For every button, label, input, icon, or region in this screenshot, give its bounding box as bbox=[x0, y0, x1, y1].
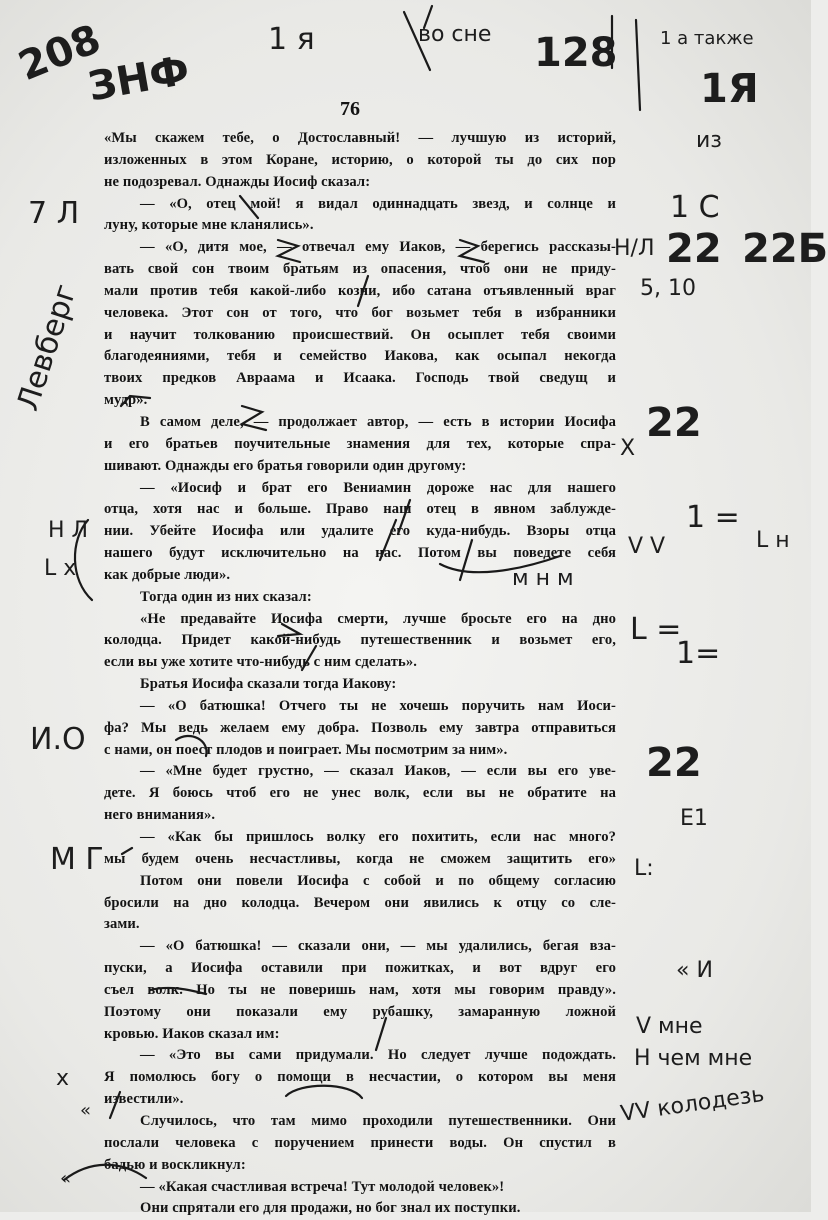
text-line: отца, хотя нас и больше. Право наш отец в явном заблужде- bbox=[104, 501, 616, 518]
handwritten-k-i: « И bbox=[676, 958, 713, 983]
text-line: Тогда один из них сказал: bbox=[140, 588, 312, 605]
text-line: — «О батюшка! — сказали они, — мы удалились, бегая вза- bbox=[140, 938, 616, 955]
handwritten-n-l: Н/Л bbox=[614, 236, 655, 261]
text-line: если вы уже хотите что-нибудь с ним сделать». bbox=[104, 654, 417, 671]
text-line: колодца. Придет какой-нибудь путешественник и возьмет его, bbox=[104, 632, 616, 649]
text-line: мали против тебя какой-либо козни, ибо сатана отъявленный враг bbox=[104, 282, 616, 299]
handwritten-code: ЗНФ bbox=[84, 47, 193, 111]
text-line: твоих предков Авраама и Исаака. Господь твой сведущ и bbox=[104, 370, 616, 387]
text-line: луну, которые мне кланялись». bbox=[104, 217, 314, 234]
text-line: Я помолюсь богу о помощи в несчастии, о котором вы меня bbox=[104, 1069, 616, 1086]
handwritten-left-n-l: Н Л bbox=[48, 518, 89, 543]
handwritten-i-o: И.О bbox=[30, 722, 86, 757]
handwritten-kolodez: VV колодезь bbox=[618, 1082, 766, 1127]
text-line: бросили на дно колодца. Вечером они явились к отцу со сле- bbox=[104, 894, 616, 911]
handwritten-vertical-name: Левберг bbox=[10, 280, 85, 415]
text-line: — «Это вы сами придумали. Но следует лучше подождать. bbox=[140, 1047, 616, 1064]
text-line: — «О батюшка! Отчего ты не хочешь поручить нам Иоси- bbox=[140, 697, 616, 714]
handwritten-22-a: 22 bbox=[666, 226, 722, 272]
text-line: не подозревал. Однажды Иосиф сказал: bbox=[104, 173, 371, 190]
handwritten-iz: из bbox=[696, 128, 722, 153]
handwritten-1c: 1 С bbox=[670, 190, 720, 225]
handwritten-22-mid: 22 bbox=[646, 400, 702, 446]
text-line: мы будем очень несчастливы, когда не сможем защитить его» bbox=[104, 850, 616, 867]
handwritten-7: 7 Л bbox=[28, 196, 80, 231]
text-line: пуски, а Иосифа оставили при пожитках, и вот вдруг его bbox=[104, 960, 616, 977]
text-line: кровью. Иаков сказал им: bbox=[104, 1025, 280, 1042]
text-line: «Мы скажем тебе, о Достославный! — лучшую из историй, bbox=[104, 130, 616, 146]
text-line: шивают. Однажды его братья говорили один другому: bbox=[104, 457, 467, 474]
handwritten-vo-sne: во сне bbox=[418, 22, 492, 47]
text-line: благодеяниями, тебя и семейство Иакова, как осыпал некогда bbox=[104, 348, 616, 365]
text-line: изложенных в этом Коране, историю, о которой ты до сих пор bbox=[104, 151, 616, 168]
handwritten-a-takzhe: 1 а также bbox=[660, 28, 754, 49]
handwritten-22-low: 22 bbox=[646, 740, 702, 786]
text-line: и научит толкованию происшествий. Он осыплет тебя своими bbox=[104, 326, 616, 343]
text-line: Поэтому они показали ему рубашку, замаранную ложной bbox=[104, 1003, 616, 1020]
text-line: дете. Я боюсь чтоб его не унес волк, если вы не обратите на bbox=[104, 785, 616, 802]
handwritten-mark: 1 я bbox=[268, 22, 315, 57]
text-line: нии. Убейте Иосифа или удалите его куда-нибудь. Взоры отца bbox=[104, 523, 616, 540]
text-line: Потом они повели Иосифа с собой и по общему согласию bbox=[140, 872, 616, 889]
handwritten-big-ya: 1Я bbox=[700, 66, 759, 112]
text-line: вать свой сон твоим братьям из опасения, чтоб они не приду- bbox=[104, 261, 616, 278]
handwritten-22b: 22Б bbox=[742, 226, 828, 272]
text-line: нашего будут исключительно на нас. Потом вы поведете себя bbox=[104, 545, 616, 562]
text-line: — «Иосиф и брат его Вениамин дороже нас для нашего bbox=[140, 479, 616, 496]
text-line: фа? Мы ведь желаем ему добра. Позволь ему завтра отправиться bbox=[104, 719, 616, 736]
text-line: — «Мне будет грустно, — сказал Иаков, — если вы его уве- bbox=[140, 763, 616, 780]
handwritten-v-mne: V мне bbox=[636, 1014, 703, 1039]
text-line: съел волк. Но ты не поверишь нам, хотя мы говорим правду». bbox=[104, 981, 616, 998]
handwritten-n-chem-mne: Н чем мне bbox=[634, 1046, 753, 1071]
text-line: зами. bbox=[104, 916, 140, 933]
text-line: с нами, он поест плодов и поиграет. Мы посмотрим за ним». bbox=[104, 741, 508, 758]
text-line: мудр». bbox=[104, 392, 148, 409]
text-line: — «О, дитя мое, — отвечал ему Иаков, — берегись рассказы- bbox=[140, 239, 616, 256]
handwritten-v-v: V V bbox=[628, 534, 666, 559]
text-line: человека. Этот сон от того, что бог возьмет тебя в избранники bbox=[104, 304, 616, 321]
text-line: Они спрятали его для продажи, но бог знал их поступки. bbox=[140, 1200, 521, 1217]
handwritten-number-128: 128 bbox=[534, 30, 618, 76]
text-line: него внимания». bbox=[104, 807, 216, 824]
text-line: и его братьев поучительные знамения для тех, которые спра- bbox=[104, 435, 616, 452]
text-line: — «О, отец мой! я видал одиннадцать звезд, и солнце и bbox=[140, 195, 616, 212]
handwritten-1-eq: 1 = bbox=[686, 500, 740, 535]
handwritten-l-n: L н bbox=[756, 528, 790, 553]
handwritten-quote-mark: « bbox=[80, 1100, 92, 1121]
handwritten-m-n: м н м bbox=[512, 566, 574, 591]
text-line: Братья Иосифа сказали тогда Иакову: bbox=[140, 676, 397, 693]
handwritten-m-r: М Г bbox=[50, 842, 104, 877]
text-line: В самом деле, — продолжает автор, — есть в истории Иосифа bbox=[140, 413, 616, 430]
text-line: — «Какая счастливая встреча! Тут молодой человек»! bbox=[140, 1178, 505, 1195]
text-line: как добрые люди». bbox=[104, 566, 231, 583]
handwritten-l-eq: L = bbox=[630, 612, 682, 647]
handwritten-x-low: х bbox=[56, 1066, 70, 1091]
handwritten-left-l-x: L х bbox=[44, 556, 77, 581]
text-line: бадью и воскликнул: bbox=[104, 1156, 246, 1173]
text-line: Случилось, что там мимо проходили путешественники. Они bbox=[140, 1112, 616, 1129]
text-line: — «Как бы пришлось волку его похитить, если нас много? bbox=[140, 829, 616, 845]
text-line: известили». bbox=[104, 1091, 184, 1108]
handwritten-5-10: 5, 10 bbox=[640, 276, 696, 301]
handwritten-1-eq-b: 1= bbox=[676, 636, 721, 671]
handwritten-x: Х bbox=[620, 436, 636, 461]
page-number: 76 bbox=[340, 98, 360, 120]
handwritten-number-208: 208 bbox=[12, 16, 108, 90]
handwritten-e1: Е1 bbox=[680, 806, 708, 831]
text-line: «Не предавайте Иосифа смерти, лучше бросьте его на дно bbox=[140, 610, 616, 627]
text-line: послали человека с поручением принести воды. Он спустил в bbox=[104, 1134, 616, 1151]
handwritten-quote-mark-bottom: « bbox=[60, 1168, 72, 1189]
handwritten-l-colon: L: bbox=[634, 856, 654, 881]
